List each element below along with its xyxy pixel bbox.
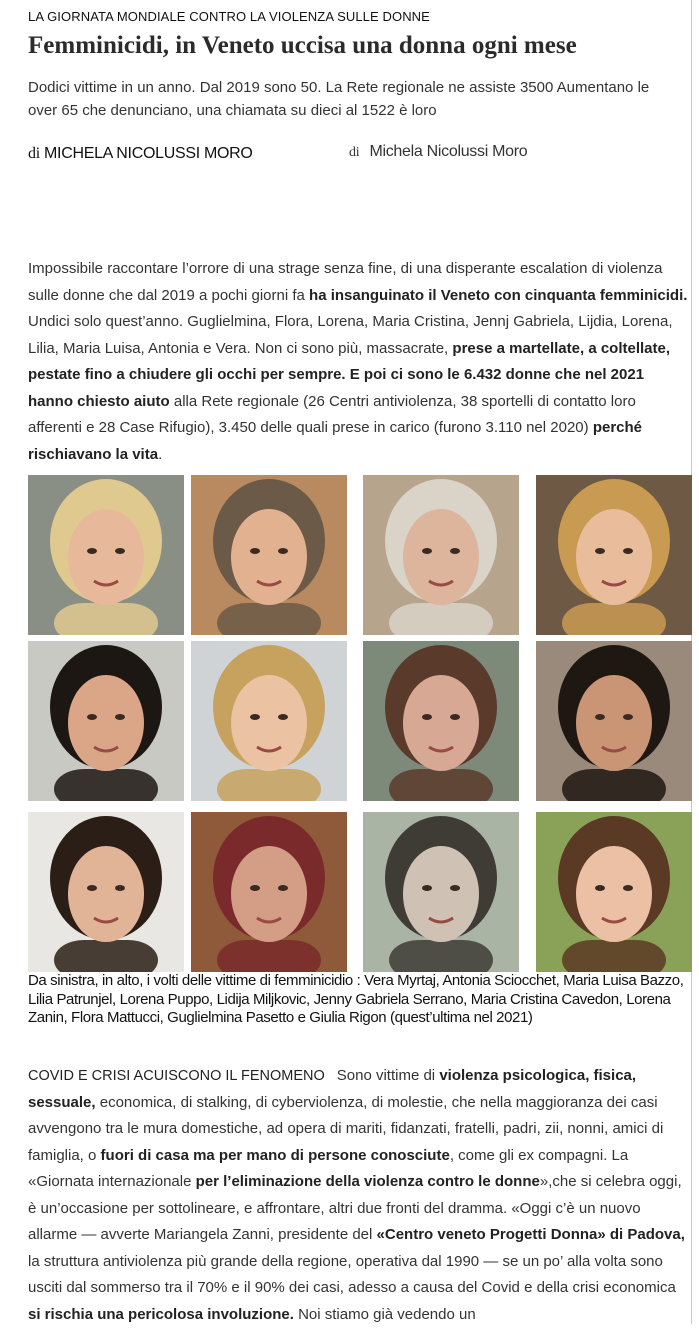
emphasis-text: per l’eliminazione della violenza contro le donne	[195, 1173, 540, 1190]
byline-author-link[interactable]: Michela Nicolussi Moro	[369, 143, 528, 160]
byline-primary	[28, 145, 253, 163]
body-text-run: Sono vittime di	[336, 1067, 440, 1084]
body-text-run: .	[158, 445, 163, 463]
emphasis-text: prese a martellate, a coltellate, pestate fino a chiudere gli occhi per sempre. E poi ci sono le 6.432 donne che nel 2021 hanno chiesto aiuto	[28, 339, 671, 410]
emphasis-text: violenza psicologica, fisica, sessuale,	[28, 1067, 637, 1111]
victim-portrait-photo	[28, 812, 184, 972]
victim-portrait-photo	[363, 475, 519, 635]
body-text-run: Impossibile raccontare l’orrore di una strage senza fine, di una disperante escalation di violenza sulle donne che dal 2019 a pochi giorni fa	[28, 260, 663, 304]
victim-portrait-photo	[536, 812, 692, 972]
victim-portrait-photo	[28, 641, 184, 801]
body-text-run: , come gli ex compagni. La «Giornata internazionale	[28, 1146, 629, 1190]
emphasis-text: fuori di casa ma per mano di persone conosciute	[100, 1146, 450, 1164]
article-paragraph-2	[28, 1063, 688, 1328]
kicker: LA GIORNATA MONDIALE CONTRO LA VIOLENZA SULLE DONNE	[28, 9, 430, 24]
section-heading: COVID E CRISI ACUISCONO IL FENOMENO	[28, 1068, 325, 1084]
victim-portrait-photo	[363, 812, 519, 972]
body-text-run: Undici solo quest’anno. Guglielmina, Flora, Lorena, Maria Cristina, Jennj Gabriela, Lijdia, Lorena, Lilia, Maria Luisa, Antonia e Vera. Non ci sono più, massacrate,	[28, 313, 673, 357]
body-text-run: »,che si celebra oggi, è un’occasione per sottolineare, e affrontare, altri due fronti del dramma. «Oggi c’è un nuovo allarme — avverte Mariangela Zanni, presidente del	[28, 1173, 682, 1243]
article-summary: Dodici vittime in un anno. Dal 2019 sono 50. La Rete regionale ne assiste 3500 Aumentano le over 65 che denunciano, una chiamata su dieci al 1522 è loro	[28, 79, 650, 119]
paragraph-2-text	[28, 1067, 685, 1323]
byline-prefix: di	[349, 145, 360, 160]
byline-prefix: di	[28, 145, 40, 162]
byline-author-link[interactable]: MICHELA NICOLUSSI MORO	[44, 145, 253, 162]
victim-portrait-photo	[536, 641, 692, 801]
emphasis-text: «Centro veneto Progetti Donna» di Padova,	[376, 1226, 685, 1243]
victim-portrait-photo	[536, 475, 692, 635]
emphasis-text: si rischia una pericolosa involuzione.	[28, 1305, 294, 1323]
victims-photo-grid	[28, 475, 691, 973]
emphasis-text: ha insanguinato il Veneto con cinquanta femminicidi.	[309, 286, 688, 304]
photo-caption: Da sinistra, in alto, i volti delle vittime di femminicidio : Vera Myrtaj, Antonia Sciocchet, Maria Luisa Bazzo, Lilia Patrunjel, Lorena Puppo, Lidija Miljkovic, Jenny Gabriela Serrano, Maria Cristina Cavedon, Lorena Zanin, Flora Mattucci, Guglielmina Pasetto e Giulia Rigon (quest’ultima nel 2021)	[28, 972, 684, 1026]
victim-portrait-photo	[191, 475, 347, 635]
victim-portrait-photo	[191, 641, 347, 801]
article-headline: Femminicidi, in Veneto uccisa una donna ogni mese	[28, 32, 577, 59]
body-text-run: economica, di stalking, di cyberviolenza, di molestie, che nella maggioranza dei casi avvengono tra le mura domestiche, ad opera di mariti, fidanzati, fratelli, padri, zii, nonni, amici di famiglia, o	[28, 1093, 664, 1164]
byline-secondary	[349, 143, 527, 161]
victim-portrait-photo	[363, 641, 519, 801]
article-paragraph-1	[28, 256, 688, 468]
body-text-run: la struttura antiviolenza più grande della regione, operativa dal 1990 — se un po’ alla volta sono usciti dal sommerso tra il 70% e il 90% dei casi, adesso a causa del Covid e della crisi economica	[28, 1252, 676, 1296]
emphasis-text: perché rischiavano la vita	[28, 419, 643, 463]
victim-portrait-photo	[191, 812, 347, 972]
victim-portrait-photo	[28, 475, 184, 635]
body-text-run: Noi stiamo già vedendo un	[293, 1305, 476, 1323]
body-text-run: alla Rete regionale (26 Centri antiviolenza, 38 sportelli di contatto loro afferenti e 28 Case Rifugio), 3.450 delle quali prese in carico (furono 3.110 nel 2020)	[28, 392, 636, 436]
